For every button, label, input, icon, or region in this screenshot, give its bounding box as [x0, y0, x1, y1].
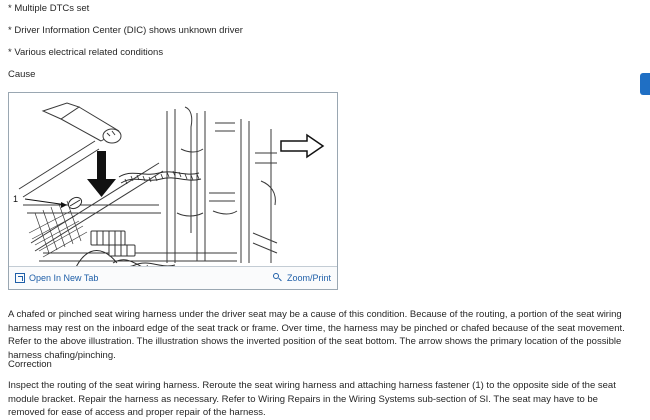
open-in-new-tab-button[interactable]: [15, 273, 98, 283]
open-in-new-tab-label: Open In New Tab: [29, 273, 99, 283]
side-tab-handle-icon[interactable]: [640, 73, 650, 95]
illustration-figure: [8, 92, 338, 290]
symptom-line-2: * Driver Information Center (DIC) shows unknown driver: [8, 25, 243, 36]
correction-heading: Correction: [8, 359, 52, 370]
symptom-line-1: * Multiple DTCs set: [8, 3, 90, 14]
magnifier-icon: [273, 273, 283, 283]
figure-toolbar: [9, 266, 337, 289]
zoom-print-label: Zoom/Print: [286, 273, 331, 283]
zoom-print-button[interactable]: [273, 273, 331, 283]
external-link-icon: [15, 273, 25, 283]
symptom-line-3: * Various electrical related conditions: [8, 47, 164, 58]
cause-paragraph: A chafed or pinched seat wiring harness under the driver seat may be a cause of this condition. Because of the routing, a portion of the seat wiring harness may rest on the inboard edge of the seat track or frame. Over time, the harness may be pinched or chafed because of the seat movement. Refer to the above illustration. The illustration shows the inverted position of the seat bottom. The arrow shows the primary location of the possible harness chafing/pinching.: [8, 309, 625, 361]
correction-paragraph: Inspect the routing of the seat wiring harness. Reroute the seat wiring harness and attaching harness fastener (1) to the opposite side of the seat module bracket. Repair the harness as necessary. Refer to Wiring Repairs in the Wiring Systems sub-section of SI. The seat may have to be removed for ease of access and proper repair of the harness.: [8, 380, 616, 418]
svg-text:1: 1: [13, 194, 19, 204]
seat-harness-illustration: [9, 93, 337, 266]
illustration-svg: [9, 93, 337, 266]
cause-heading: Cause: [8, 69, 36, 80]
